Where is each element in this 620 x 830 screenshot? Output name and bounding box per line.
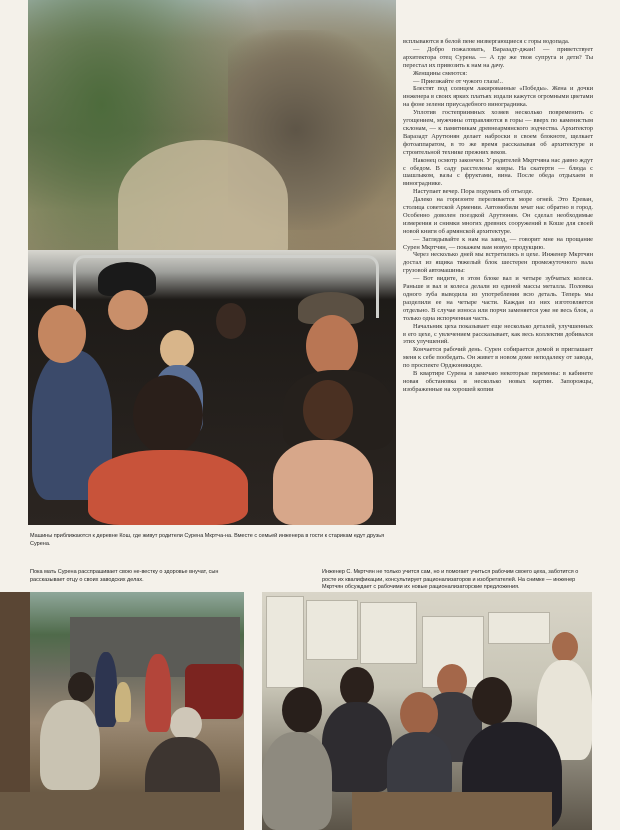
photo-person-girl — [88, 450, 248, 525]
photo-head — [160, 330, 194, 368]
article-paragraph: — Приезжайте от чужого глаза!.. — [413, 77, 503, 85]
photo-person-girl-right — [273, 440, 373, 525]
photo-ground — [0, 792, 244, 830]
article-paragraph: — Заглядывайте к нам на завод, — говорит мне на прощание Сурен Мкртчян, — покажем вам новую продукцию. — [403, 235, 593, 251]
photo-head — [472, 677, 512, 725]
photo-poster — [488, 612, 550, 644]
photo-head — [108, 290, 148, 330]
bottom-right-photo — [262, 592, 592, 830]
photo-person-woman — [145, 654, 171, 732]
photo-head — [340, 667, 374, 707]
article-text — [403, 38, 593, 394]
photo-head — [306, 315, 358, 377]
photo-head — [216, 303, 246, 339]
photo-person-son — [40, 700, 100, 790]
article-paragraph: Далеко на горизонте переливается море огней. Это Ереван, столица советской Армении. Автомобили мчат нас обратно в город. Особенно доволен поездкой Арутюнян. Он сделал необходимые измерения и снимки многих древних сооружений в Коше для своей новой книги об армянской архитектуре. — [403, 196, 593, 235]
photo-head — [282, 687, 322, 733]
photo-head — [170, 707, 202, 741]
bottom-right-caption: Инженер С. Мкртчян не только учится сам, но и помогает учиться рабочим своего цеха, заботится о росте их квалификации, консультирует рационализаторов и изобретателей. На снимке — инженер Мкртчян обсуждает с рабочими их новые рационализаторские предложения. — [322, 569, 579, 590]
photo-poster — [360, 602, 417, 664]
article-paragraph: — Добро пожаловать, Варазадт-джан! — приветствует архитектора отец Сурена. — А где же твоя супруга и дети? Ты перестал их привозить к нам на дачу. — [403, 45, 593, 69]
photo-head — [303, 380, 353, 440]
main-photo — [28, 0, 396, 525]
photo-head — [133, 375, 203, 455]
article-paragraph: В квартире Сурена я замечаю некоторые перемены: в кабинете новая обстановка и несколько новых картин. Запорожцы, изображенные на хорошей копии — [403, 370, 593, 393]
article-paragraph: Наступает вечер. Пора подумать об отъезде. — [413, 188, 534, 196]
bottom-left-caption: Пока мать Сурена расспрашивает свою не-вестку о здоровье внучат, сын рассказывает отцу о своих заводских делах. — [30, 569, 219, 583]
photo-head — [68, 672, 94, 702]
article-paragraph: Женщины смеются: — [413, 69, 468, 77]
article-paragraph: Кончается рабочий день. Сурен собирается домой и приглашает меня к себе пообедать. Он живет в новом доме неподалеку от завода, по проспекте Орджоникидзе. — [403, 346, 593, 370]
photo-head — [400, 692, 438, 736]
photo-head — [38, 305, 86, 363]
photo-poster — [306, 600, 358, 660]
photo-table — [352, 792, 552, 830]
photo-person-child — [115, 682, 131, 722]
article-paragraph: Уплотив гостеприимных хозяев несколько повременить с угощением, мужчины отправляются в горы — вверх по каменистым склонам, — к памятникам древнеармянского зодчества. Архитектор Варазадт Арутюнян делает наброски в своем блокноте, щелкает фотоаппаратом, в то же время рассказывая об архитектуре и строительной технике прежних веков. — [403, 109, 593, 156]
bottom-left-photo — [0, 592, 244, 830]
article-paragraph: Через несколько дней мы встретились в цехе. Инженер Мкртчян достал из ящика тяжелый блок шестерен промежуточного вала грузовой автомашины: — [403, 251, 593, 275]
photo-person-worker — [262, 732, 332, 830]
photo-road — [118, 140, 288, 260]
article-paragraph: Начальник цеха показывает еще несколько деталей, улучшенных в его цехе, с увлечением рассказывает, как весь коллектив добивался этих улучшений. — [403, 322, 593, 346]
photo-person-worker — [322, 702, 392, 792]
article-paragraph: Блестят под солнцем лакированные «Победы». Жена и дочки инженера в своих ярких платьях издали кажутся огромными цветами на фоне зелени приусадебного виноградника. — [403, 85, 593, 109]
photo-poster — [266, 596, 304, 688]
article-paragraph: всплываются в белой пене низвергающиеся с горы водопада. — [403, 38, 570, 45]
article-paragraph: — Вот видите, в этом блоке вал и четыре зубчатых колеса. Раньше и вал и колеса делали из единой массы металла. Поломка одного зуба выводила из употребления всю деталь. Теперь мы разделили ее на четыре части. Каждая из них изготовляется отдельно. В случае износа или порчи заменяется уже не весь блок, а только одна испорченная часть. — [403, 275, 593, 322]
main-photo-caption: Машины приближаются к деревне Кош, где живут родители Сурена Мкртча-на. Вместе с семьей инженера в гости к старикам едут друзья Сурена. — [30, 533, 385, 547]
photo-head — [552, 632, 578, 662]
photo-person-woman — [95, 652, 117, 727]
article-paragraph: Наконец осмотр закончен. У родителей Мкртчяна нас давно ждут с обедом. В саду расстелены ковры. На скатерти — блюда с шашлыком, вазы с фруктами, вина. После обеда отдыхаем в винограднике. — [403, 156, 593, 188]
